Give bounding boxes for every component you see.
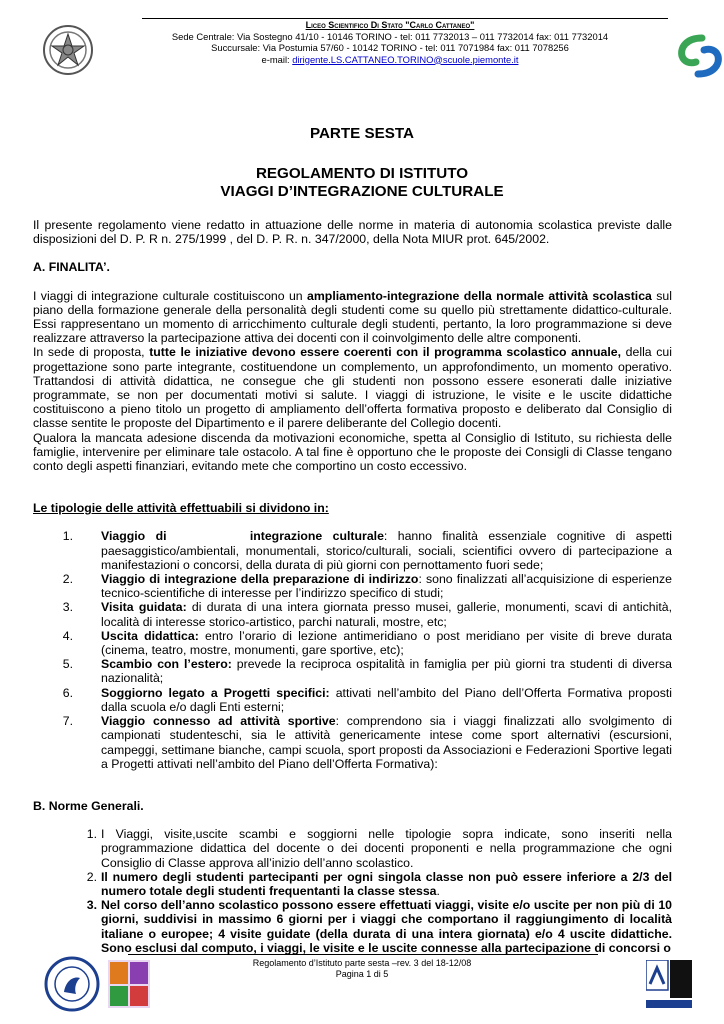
section-b-heading: B. Norme Generali. [33,798,144,813]
item-bold-text: Nel corso dell’anno scolastico possono essere effettuati viaggi, visite e/o uscite per non più di 10 giorni, suddivisi in massimo 6 giorni per i viaggi che comportano il raggiungimento di località italiane o europee; 4 visite guidate (della durata di una intera giornata) e/o 4 uscite didattiche. Sono esclusi dal computo, i viaggi, le visite e le uscite connesse alla partecipazione di concorsi o [101,898,672,955]
list-item [33,686,672,714]
item-number: 6. [62,685,73,700]
item-text: di durata di una intera giornata presso musei, gallerie, monumenti, scavi di antichità, località di interesse storico-artistico, parchi naturali, mostre, etc; [101,600,672,629]
list-item [33,714,672,771]
item-term: Viaggio di integrazione della preparazione di indirizzo [101,572,419,587]
item-term: Uscita didattica: [101,628,199,643]
header-address-main: Sede Centrale: Via Sostegno 41/10 - 10146 TORINO - tel: 011 7732013 – 011 7732014 fax: 011 7732014 [171,31,609,43]
republic-emblem-icon [42,24,94,76]
list-item [33,600,672,628]
header-address-branch: Succursale: Via Postumia 57/60 - 10142 TORINO - tel: 011 7071984 fax: 011 7078256 [211,42,569,54]
text-run: I viaggi di integrazione culturale costituiscono un [33,288,308,303]
footer-rule [128,954,598,955]
item-text: prevede la reciproca ospitalità in famiglia per più giorni tra studenti di diversa nazionalità; [101,657,672,686]
list-item [33,898,672,955]
header-rule [142,18,668,19]
item-term: Scambio con l’estero: [101,657,232,672]
header-text [120,20,660,65]
page-header [20,12,710,72]
section-a-paragraph-2 [33,345,672,430]
list-item [33,629,672,657]
footer-page-number: Pagina 1 di 5 [335,969,389,979]
list-item [33,572,672,600]
list-item [33,657,672,685]
text-run: In sede di proposta, [33,345,150,360]
item-number: 2. [62,572,73,587]
trips-title: VIAGGI D’INTEGRAZIONE CULTURALE [220,183,504,200]
item-term: Visita guidata: [101,600,187,615]
norms-list [33,827,672,955]
item-number: 1. [86,827,97,842]
intro-paragraph: Il presente regolamento viene redatto in attuazione delle norme in materia di autonomia scolastica previste dalle disposizioni del D. P. R n. 275/1999 , del D. P. R. n. 347/2000, della Nota MIUR prot. 645/2002. [33,218,672,247]
list-item [33,529,672,572]
types-heading: Le tipologie delle attività effettuabili si dividono in: [33,501,329,516]
regulation-title: REGOLAMENTO DI ISTITUTO [255,165,469,182]
item-text: : comprendono sia i viaggi finalizzati allo svolgimento di campionati studenteschi, sia le attività genericamente intese come sport alternativi (escursioni, campeggi, settimane bianche, campi scuola, sport proposti da Associazioni e Federazioni Sportive legati a Progetti attivati nell’ambito del Piano dell’Offerta Formativa): [101,714,672,771]
page-footer [0,958,724,980]
item-bold-text: Il numero degli studenti partecipanti per ogni singola classe non può essere inferiore a 2/3 del numero totale degli studenti frequentanti la classe stessa [101,869,672,898]
section-a-paragraph-3: Qualora la mancata adesione discenda da motivazioni economiche, spetta al Consiglio di Istituto, su richiesta delle famiglie, intervenire per eliminare tale ostacolo. A tal fine è opportuno che le proposte dei Consigli di Classe tengano conto degli aspetti finanziari, evitando mete che comportino un costo eccessivo. [33,430,672,474]
school-logo-icon [672,32,724,80]
part-title: PARTE SESTA [309,125,415,142]
types-list [33,529,672,770]
item-term: Viaggio connesso ad attività sportive [101,714,336,729]
school-name: Liceo Scientifico Di Stato "Carlo Cattaneo" [305,20,475,30]
item-number: 3. [86,898,97,913]
item-text: entro l’orario di lezione antimeridiano o post meridiano per visite di breve durata (cinema, teatro, mostre, monumenti, gare sportive, etc); [101,628,673,658]
item-text: : sono finalizzati all’acquisizione di esperienze tecnico-scientifiche di interesse per l’indirizzo specifico di studi; [101,572,673,601]
item-number: 3. [62,600,73,615]
item-term: Soggiorno legato a Progetti specifici: [101,685,330,700]
bold-run: tutte le iniziative devono essere coerenti con il programma scolastico annuale, [149,345,622,360]
item-text: attivati nell’ambito del Piano dell’Offerta Formativa proposti dalla scuola e/o dagli Enti esterni; [101,685,673,714]
item-text: : hanno finalità essenziale cognitive di aspetti paesaggistico/ambientali, monumentali, storico/culturali, sociali, scientifici ovvero di partecipazione a manifestazioni o concorsi, della durata di più giorni con pernottamento fuori sede; [101,529,672,572]
header-email [120,54,660,65]
section-a-heading: A. FINALITA’. [33,260,110,275]
email-link[interactable]: dirigente.LS.CATTANEO.TORINO@scuole.piemonte.it [292,53,519,65]
footer-revision: Regolamento d’Istituto parte sesta –rev. 3 del 18-12/08 [252,958,472,968]
document-body [33,218,672,955]
item-number: 1. [62,529,73,544]
item-term: Viaggio di integrazione culturale [101,529,384,544]
item-number: 4. [62,628,73,643]
item-text: . [436,883,440,898]
bold-run: ampliamento-integrazione della normale attività scolastica [307,288,652,303]
text-run: della cui progettazione sono parte integrante, costituendone un complemento, un approfondimento, un momento operativo. Trattandosi di attività didattica, ne consegue che gli studenti non possono essere esonerati dalle iniziative programmate, se non per documentati motivi si salute. I viaggi di istruzione, le visite e le uscite didattiche costituiscono a pieno titolo un progetto di ampliamento dell’offerta formativa proposto e deliberato dal Consiglio di classe sentite le proposte del Dipartimento e il parere deliberante del Collegio docenti. [33,345,672,431]
list-item [33,827,672,870]
section-a-paragraph-1 [33,289,672,346]
item-number: 2. [86,869,97,884]
item-number: 5. [62,657,73,672]
item-number: 7. [62,714,73,729]
text-run: sul piano della formazione generale della personalità degli studenti come su quello più strettamente didattico-culturale. Essi rappresentano un momento di arricchimento culturale degli studenti, pertanto, la loro programmazione si deve realizzare attraverso la partecipazione attiva dei docenti con il coinvolgimento delle altre componenti. [33,288,672,346]
item-text: I Viaggi, visite,uscite scambi e soggiorni nelle tipologie sopra indicate, sono inseriti nella programmazione didattica del docente o dei docenti proponenti e nella programmazione che ogni Consiglio di Classe approva all’inizio dell’anno scolastico. [101,827,672,870]
email-label: e-mail: [261,53,293,65]
list-item [33,870,672,898]
